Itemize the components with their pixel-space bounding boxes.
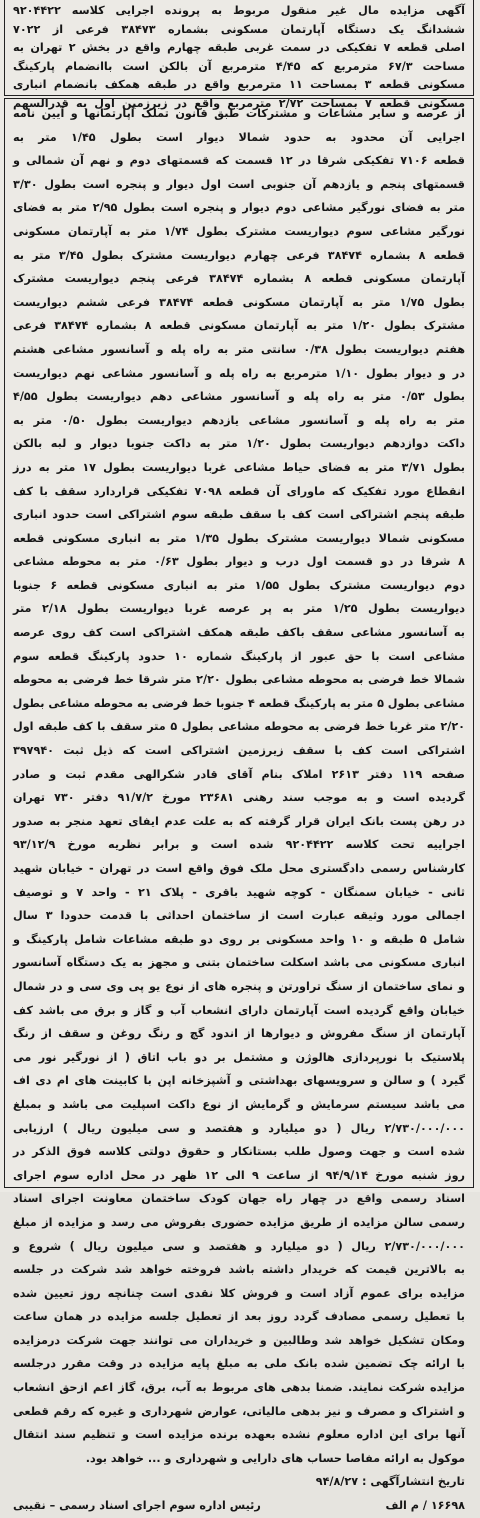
body-line: رسمی سالن مزایده از طریق مزایده حضوری بفروش می رسد و مزایده از مبلغ — [13, 1215, 465, 1229]
body-line: از عرصه و سایر مشاعات و مشترکات طبق قانون تملک آپارتمانها و آیین نامه — [13, 107, 465, 120]
body-line: در رهن پست بانک ایران قرار گرفته که به علت عدم ایفای تعهد منجر به صدور — [13, 814, 465, 828]
body-line: پلاستیک با نورپردازی هالوژن و مشتمل بر دو باب اتاق ( از نورگیر نور می — [13, 1050, 465, 1064]
body-line: موکول به ارائه مفاصا حساب های دارایی و شهرداری و ... خواهد بود. — [85, 1451, 465, 1465]
body-line: قسمتهای پنجم و یازدهم آن جنوبی است اول دیوار و پنجره است بطول ۳/۳۰ — [13, 177, 465, 191]
body-line: ثانی - خیابان سمنگان - کوچه شهید باقری - پلاک ۲۱ - واحد ۷ و توصیف — [13, 885, 465, 899]
header-line: مساحت ۶۷/۳ مترمربع که ۴/۴۵ مترمربع آن بالکن است باانضمام پارکینگ — [13, 59, 466, 73]
body-line: به بالاترین قیمت که خریدار داشته باشد فروخته خواهد شد شرکت در جلسه — [13, 1263, 465, 1277]
header-line: مسکونی قطعه ۳ بمساحت ۱۱ مترمربع واقع در طبقه همکف بانضمام انباری — [13, 78, 465, 92]
body-line: و اشتراک و مصرف و نیز بدهی مالیاتی، عوارض شهرداری و غیره که رقم قطعی — [13, 1404, 465, 1418]
body-line: ۸ شرقا در دو قسمت اول درب و دیوار بطول ۰/۶۳ متر به محوطه مشاعی — [13, 555, 465, 569]
body-line: خیابان واقع گردیده است آپارتمان دارای انشعاب آب و گاز و برق می باشد کف — [13, 1003, 465, 1017]
ref-number: ۱۶۶۹۸ / م الف — [385, 1499, 465, 1513]
body-line: کارشناس رسمی دادگستری محل ملک فوق واقع است در تهران - خیابان شهید — [13, 862, 465, 875]
header-line: اصلی قطعه ۷ تفکیکی در سمت غربی طبقه چهارم واقع در بخش ۲ تهران به — [13, 41, 465, 55]
body-line: انباری مسکونی می باشد اسکلت ساختمان بتنی و مجهز به یک دستگاه آسانسور — [13, 956, 465, 970]
body-line: دیواریست بطول ۱/۲۵ متر به پر عرصه غربا دیواریست بطول ۲/۱۸ متر — [13, 602, 465, 616]
body-line: شامل ۵ طبقه و ۱۰ واحد مسکونی بر روی دو طبقه مشاعات شامل پارکینگ و — [13, 932, 465, 946]
body-line: بطول ۱/۷۵ متر به آپارتمان مسکونی قطعه ۳۸۴۷۴ فرعی ششم دیواریست — [13, 295, 466, 309]
body-line: آپارتمان مسکونی قطعه ۸ بشماره ۳۸۴۷۴ فرعی پنجم دیواریست مشترک — [13, 272, 465, 286]
body-line: مزایده شرکت نمایند. ضمنا بدهی های مربوط به آب، برق، گاز اعم ازحق انشعاب — [13, 1381, 465, 1395]
body-box — [4, 98, 474, 1513]
body-line: گردیده است و به موجب سند رهنی ۲۳۶۸۱ مورخ ۹۱/۷/۲ دفتر ۷۳۰ تهران — [13, 791, 466, 805]
body-line: دوم دیواریست مشترک بطول ۱/۵۵ متر به انباری مسکونی قطعه ۶ جنوبا — [13, 578, 465, 592]
body-line: بطول ۳/۷۱ متر به فضای حیاط مشاعی غربا دیواریست بطول ۱۷ متر به درز — [13, 460, 465, 474]
body-line: آپارتمان از سنگ مفروش و دیوارها از اندود گچ و رنگ روغن و سقف از رنگ — [13, 1027, 465, 1041]
publish-date-line — [13, 1470, 465, 1494]
body-line: مزایده برای عموم آزاد است و فروش کلا نقدی است چنانچه روز تعیین شده — [13, 1286, 465, 1300]
body-line: بطول ۰/۵۳ متر به راه پله و آسانسور مشاعی دهم دیواریست بطول ۴/۵۵ — [13, 390, 466, 404]
body-line: آنها برای این اداره معلوم نشده بعهده برنده مزایده است و تنظیم سند انتقال — [13, 1428, 465, 1442]
body-line: متر به راه پله و آسانسور مشاعی یازدهم دیواریست بطول ۰/۵۰ متر به — [13, 413, 465, 427]
publish-date: تاریخ انتشارآگهی : ۹۴/۸/۲۷ — [315, 1475, 465, 1489]
body-line: صفحه ۱۱۹ دفتر ۲۶۱۳ املاک بنام آقای قادر شکرالهی مقدم ثبت و صادر — [13, 767, 465, 781]
body-line: اجمالی مورد وثیقه عبارت است از ساختمان احداثی با قدمت حدودا ۳ سال — [13, 909, 465, 923]
body-line: نورگیر مشاعی سوم دیواریست مشترک بطول ۱/۷۴ متر به آپارتمان مسکونی — [13, 224, 465, 238]
body-line: با تعطیل رسمی مصادف گردد روز بعد از تعطیل جلسه مزایده در همان ساعت — [13, 1310, 465, 1324]
body-line: ۲/۷۳۰/۰۰۰/۰۰۰ ریال ( دو میلیارد و هفتصد و سی میلیون ریال ) ارزیابی — [13, 1121, 465, 1135]
body-line: اجراییه تحت کلاسه ۹۲۰۴۴۲۲ شده است و برابر نظریه مورخ ۹۳/۱۲/۹ — [13, 838, 466, 852]
body-line: هفتم دیواریست بطول ۰/۳۸ سانتی متر به راه پله و آسانسور مشاعی هشتم — [13, 342, 466, 356]
body-line: انقطاع مورد تفکیک که ماورای آن قطعه ۷۰۹۸ تفکیکی قراردارد سقف با کف — [13, 484, 465, 498]
body-text — [13, 102, 465, 1470]
body-line: به آسانسور مشاعی سقف باکف طبقه همکف اشتراکی است کف روی عرصه — [13, 626, 465, 640]
body-line: ومکان تشکیل خواهد شد وطالبین و خریداران می توانند جهت شرکت درمزایده — [13, 1333, 465, 1347]
header-line: ششدانگ یک دستگاه آپارتمان مسکونی بشماره ۳۸۴۷۳ فرعی از ۷۰۲۲ — [13, 22, 465, 36]
body-line: مشاعی بطول ۵ متر به پارکینگ قطعه ۴ جنوبا خط فرضی به محوطه مشاعی بطول — [12, 696, 465, 710]
header-box — [4, 0, 474, 110]
body-line: و نمای ساختمان از سنگ تراورتن و پنجره های از نوع یو پی وی سی و در شمال — [13, 979, 465, 993]
header-line: آگهی مزایده مال غیر منقول مربوط به پرونده اجرایی کلاسه ۹۲۰۴۴۲۲ — [13, 4, 465, 17]
body-line: قطعه ۸ بشماره ۳۸۴۷۴ فرعی چهارم دیواریست مشترک بطول ۳/۴۵ متر به — [13, 248, 466, 262]
body-line: مسکونی شمالا دیواریست مشترک بطول ۱/۳۵ متر به انباری مسکونی قطعه — [13, 531, 465, 545]
signature-line — [13, 1494, 465, 1518]
body-line: قطعه ۷۱۰۶ تفکیکی شرقا در ۱۲ قسمت که قسمتهای دوم و نهم آن شمالی و — [13, 154, 466, 168]
body-line: با ارائه چک تضمین شده بانک ملی به مبلغ پایه مزایده در وقت مقرر درجلسه — [13, 1357, 465, 1371]
body-line: طبقه پنجم اشتراکی است کف با سقف طبقه سوم اشتراکی است حدود انباری — [13, 508, 465, 522]
body-line: اسناد رسمی واقع در چهار راه جهان کودک ساختمان معاونت اجرای اسناد — [13, 1192, 465, 1206]
body-line: شده است و جهت وصول طلب بستانکار و حقوق دولتی کلاسه فوق الذکر در — [13, 1145, 465, 1159]
body-line: مشاعی است با حق عبور از پارکینگ شماره ۱۰ حدود پارکینگ قطعه سوم — [13, 649, 466, 663]
body-line: اجرایی آن محدود به حدود شمالا دیوار است بطول ۱/۴۵ متر به — [13, 130, 466, 144]
body-line: شمالا خط فرضی به محوطه مشاعی بطول ۲/۲۰ متر شرقا خط فرضی به محوطه — [13, 673, 466, 687]
body-line: گیرد ) و سالن و سرویسهای بهداشتی و آشپزخانه اپن با کابینت های ام دی اف — [13, 1074, 465, 1088]
body-line: ۲/۷۳۰/۰۰۰/۰۰۰ ریال ( دو میلیارد و هفتصد و سی میلیون ریال ) شروع و — [13, 1239, 465, 1253]
body-line: مشترک بطول ۱/۲۰ متر به آپارتمان مسکونی قطعه ۸ بشماره ۳۸۴۷۴ فرعی — [13, 319, 466, 333]
body-line: متر به فضای نورگیر مشاعی دوم دیوار و پنجره است بطول ۲/۹۵ متر به فضای — [13, 201, 466, 215]
body-line: روز شنبه مورخ ۹۴/۹/۱۴ از ساعت ۹ الی ۱۲ ظهر در محل اداره سوم اجرای — [13, 1168, 465, 1182]
header-line: مسکونی قطعه ۷ بمساحت ۲/۷۲ مترمربع واقع در زیرزمین اول به قدرالسهم — [13, 96, 466, 110]
body-line: در و دیوار بطول ۱/۱۰ مترمربع به راه پله و آسانسور مشاعی نهم دیواریست — [13, 366, 465, 380]
body-line: می باشد سیستم سرمایش و گرمایش از نوع داکت اسپلیت می باشد و بمبلغ — [13, 1097, 465, 1111]
body-line: ۲/۲۰ متر غربا خط فرضی به محوطه مشاعی بطول ۵ متر سقف با کف طبقه اول — [13, 720, 465, 734]
body-line: داکت دوازدهم دیواریست بطول ۱/۲۰ متر به داکت جنوبا دیوار و لبه بالکن — [13, 437, 466, 451]
signature: رئیس اداره سوم اجرای اسناد رسمی – نقیبی — [13, 1499, 261, 1513]
body-line: اشتراکی است کف با سقف زیرزمین اشتراکی است که ذیل ثبت ۳۹۷۹۴۰ — [13, 744, 465, 758]
